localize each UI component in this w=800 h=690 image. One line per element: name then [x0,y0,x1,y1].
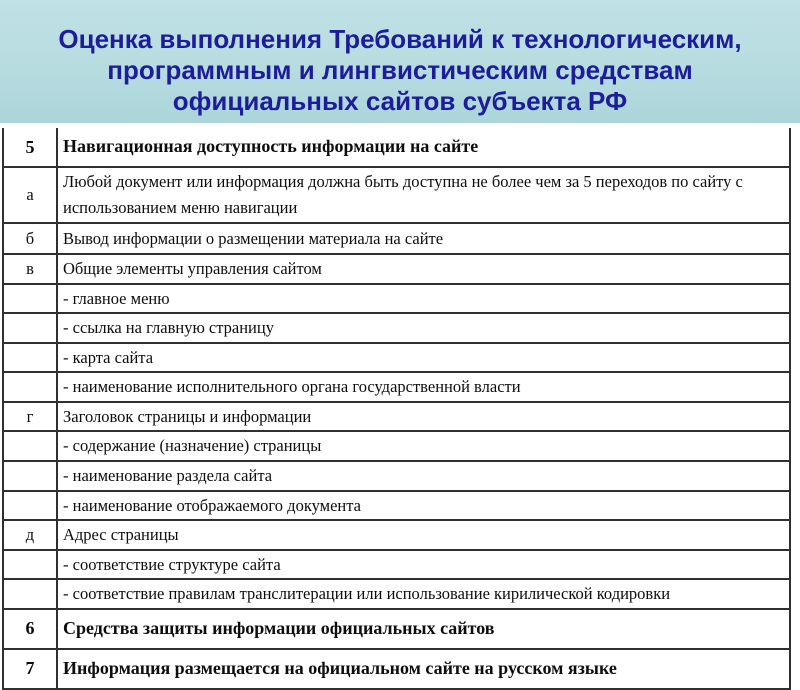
row-number-cell: в [3,254,57,284]
table-row [3,284,790,314]
table-row [3,313,790,343]
row-text-cell: Средства защиты информации официальных сайтов [57,609,790,649]
row-number-cell: 5 [3,128,57,167]
row-text-cell: - главное меню [57,284,790,314]
row-text-cell: Любой документ или информация должна быть доступна не более чем за 5 переходов по сайту с использованием меню навигации [57,167,790,223]
row-text-cell: Навигационная доступность информации на сайте [57,128,790,167]
row-text-cell: - соответствие правилам транслитерации или использование кирилической кодировки [57,579,790,609]
table-row [3,649,790,689]
row-text-cell: - соответствие структуре сайта [57,550,790,580]
row-number-cell [3,431,57,461]
table-row [3,223,790,254]
title-line: официальных сайтов субъекта РФ [172,86,628,116]
row-text-cell: - содержание (назначение) страницы [57,431,790,461]
row-number-cell [3,579,57,609]
table-row [3,128,790,167]
row-text-cell: Общие элементы управления сайтом [57,254,790,284]
row-number-cell [3,313,57,343]
row-number-cell: б [3,223,57,254]
table-row [3,372,790,402]
table-row [3,579,790,609]
requirements-table-body [3,128,790,689]
table-row [3,609,790,649]
row-text-cell: Адрес страницы [57,520,790,550]
row-number-cell: 7 [3,649,57,689]
table-row [3,550,790,580]
table-row [3,402,790,432]
table-row [3,520,790,550]
row-number-cell [3,550,57,580]
row-number-cell: 6 [3,609,57,649]
row-number-cell [3,491,57,521]
title-line: Оценка выполнения Требований к технологическим, [58,24,742,54]
table-row [3,343,790,373]
row-number-cell [3,284,57,314]
row-text-cell: - наименование отображаемого документа [57,491,790,521]
row-text-cell: Информация размещается на официальном сайте на русском языке [57,649,790,689]
table-row [3,491,790,521]
table-row [3,167,790,223]
slide-title [0,24,800,117]
row-text-cell: Заголовок страницы и информации [57,402,790,432]
table-row [3,254,790,284]
row-text-cell: - карта сайта [57,343,790,373]
table-row [3,461,790,491]
row-number-cell: г [3,402,57,432]
row-number-cell [3,461,57,491]
table-row [3,431,790,461]
row-number-cell: а [3,167,57,223]
row-text-cell: - наименование исполнительного органа государственной власти [57,372,790,402]
row-text-cell: Вывод информации о размещении материала на сайте [57,223,790,254]
requirements-table [2,128,791,690]
row-number-cell: д [3,520,57,550]
row-number-cell [3,343,57,373]
row-text-cell: - ссылка на главную страницу [57,313,790,343]
row-text-cell: - наименование раздела сайта [57,461,790,491]
row-number-cell [3,372,57,402]
title-line: программным и лингвистическим средствам [107,55,693,85]
